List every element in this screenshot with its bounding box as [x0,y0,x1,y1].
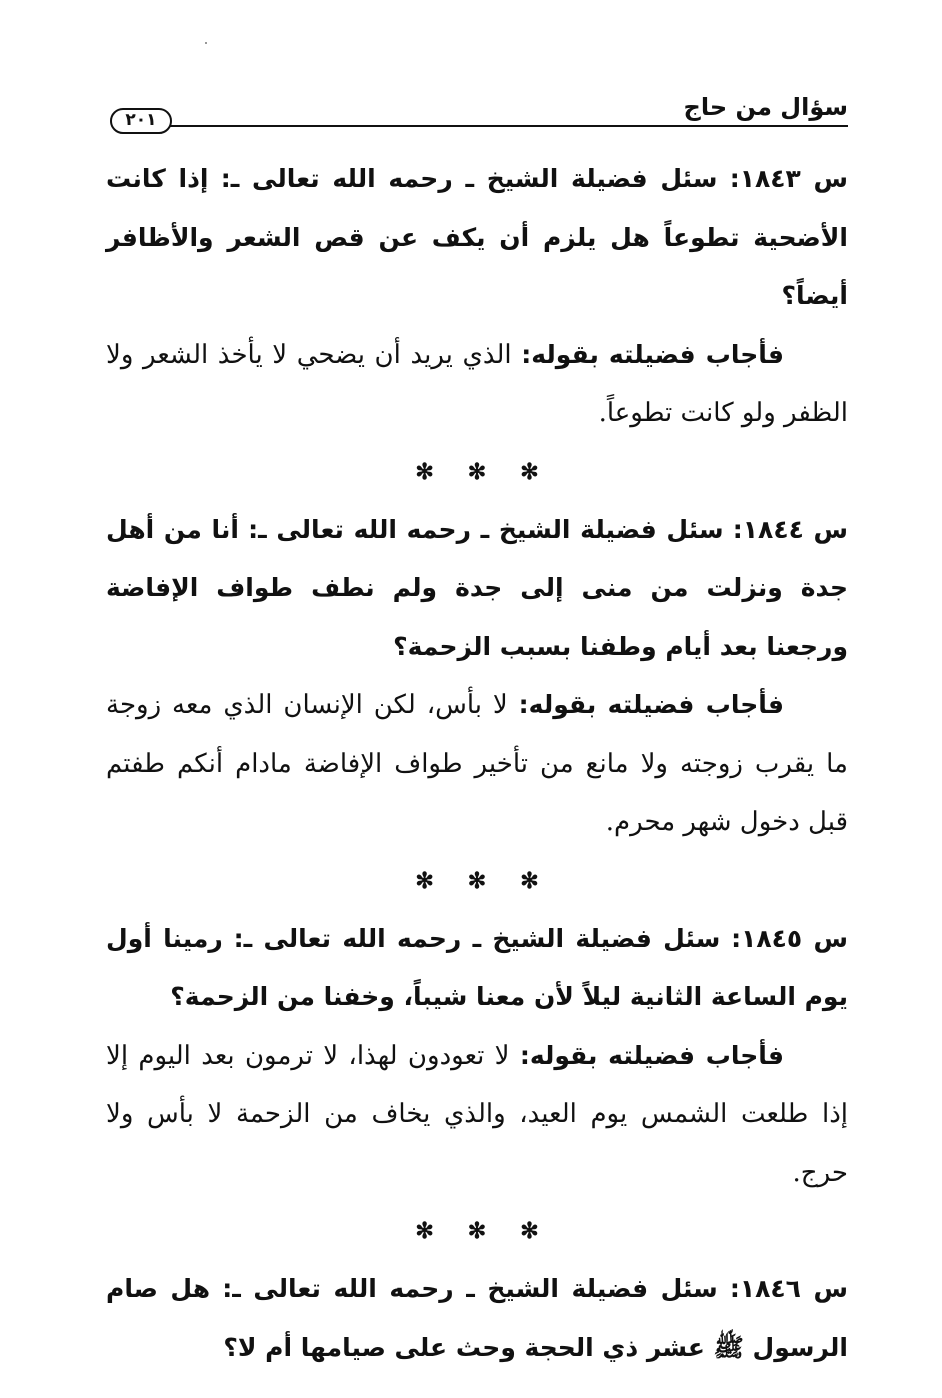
question-text: إذا كانت الأضحية تطوعاً هل يلزم أن يكف عن قص الشعر والأظافر أيضاً؟ [106,164,848,310]
answer-1844 [106,676,848,852]
running-header [110,92,848,136]
page-number: ٢٠١ [110,108,172,134]
answer-1845 [106,1027,848,1203]
question-intro: سئل فضيلة الشيخ ـ رحمه الله تعالى ـ: [233,923,721,953]
answer-text: الذي يريد أن يضحي لا يأخذ الشعر ولا الظفر ولو كانت تطوعاً. [106,339,848,428]
question-1844 [106,501,848,677]
page-body [106,150,848,1377]
scan-speck [205,42,207,44]
section-separator: ✻✻✻ [415,458,573,485]
question-number: س ١٨٤٣: [729,164,849,193]
header-title: سؤال من حاج [683,93,848,121]
question-intro: سئل فضيلة الشيخ ـ رحمه الله تعالى ـ: [222,1274,718,1303]
question-number: س ١٨٤٥: [731,923,848,953]
question-number: س ١٨٤٦: [729,1274,848,1303]
question-1843 [106,150,848,326]
question-text: أنا من أهل جدة ونزلت من منى إلى جدة ولم نطف طواف الإفاضة ورجعنا بعد أيام وطفنا بسبب الزحمة؟ [106,514,848,661]
section-separator: ✻✻✻ [415,1218,573,1244]
answer-label: فأجاب فضيلته بقوله: [519,1040,784,1070]
answer-label: فأجاب فضيلته بقوله: [521,339,784,369]
answer-text: لا بأس، لكن الإنسان الذي معه زوجة ما يقرب زوجته ولا مانع من تأخير طواف الإفاضة مادام أنكم طفتم قبل دخول شهر محرم. [106,690,848,837]
question-number: س ١٨٤٤: [732,514,849,544]
header-rule [168,125,848,127]
section-separator: ✻✻✻ [415,867,573,894]
question-text: هل صام الرسول ﷺ عشر ذي الحجة وحث على صيامها أم لا؟ [106,1274,848,1362]
question-text: رمينا أول يوم الساعة الثانية ليلاً لأن معنا شيباً، وخفنا من الزحمة؟ [106,923,848,1011]
answer-1843 [106,326,848,443]
question-1845 [106,910,848,1027]
question-intro: سئل فضيلة الشيخ ـ رحمه الله تعالى ـ: [248,514,724,544]
answer-text: لا تعودون لهذا، لا ترمون بعد اليوم إلا إذا طلعت الشمس يوم العيد، والذي يخاف من الزحمة لا بأس ولا حرج. [106,1040,848,1188]
question-1846 [106,1260,848,1377]
question-intro: سئل فضيلة الشيخ ـ رحمه الله تعالى ـ: [220,164,718,193]
answer-label: فأجاب فضيلته بقوله: [518,690,785,719]
